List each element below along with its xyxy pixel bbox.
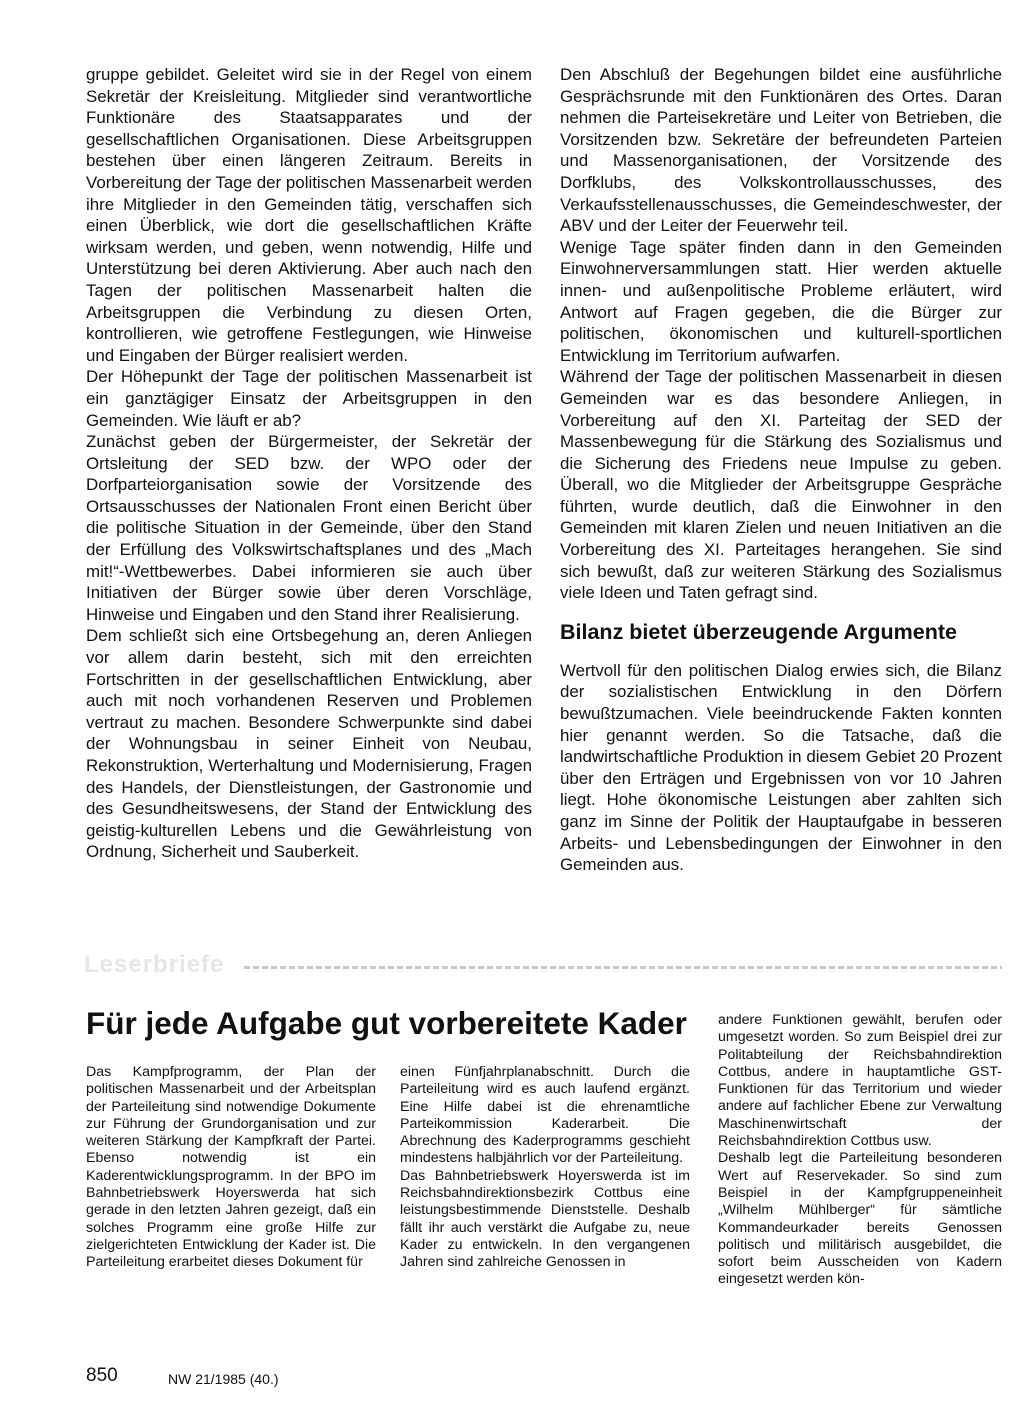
- paragraph: andere Funktionen gewählt, berufen oder umgesetzt worden. So zum Beispiel drei zur Politabteilung der Reichsbahndirektion Cottbus, andere in hauptamtliche GST-Funktionen für das Territorium und wieder andere auf fachlicher Ebene zur Verwaltung Maschinenwirtschaft der Reichsbahndirektion Cottbus usw.: [718, 1012, 1002, 1150]
- paragraph: Wertvoll für den politischen Dialog erwies sich, die Bilanz der sozialistischen Entwicklung in den Dörfern bewußtzumachen. Viele beeindruckende Fakten konnten hier genannt werden. So die Tatsache, daß die landwirtschaftliche Produktion in diesem Gebiet 20 Prozent über den Erträgen und Ergebnissen von vor 10 Jahren liegt. Hohe ökonomische Leistungen aber zahlten sich ganz im Sinne der Politik der Hauptaufgabe in besseren Arbeits- und Lebensbedingungen der Einwohner in den Gemeinden aus.: [560, 660, 1002, 875]
- rubric-label: Leserbriefe: [84, 951, 225, 978]
- paragraph: Das Bahnbetriebswerk Hoyerswerda ist im Reichsbahndirektionsbezirk Cottbus eine leistungsbestimmende Dienststelle. Deshalb fällt ihr auch verstärkt die Aufgabe zu, neue Kader zu entwickeln. In den vergangenen Jahren sind zahlreiche Genossen in: [400, 1167, 690, 1271]
- paragraph: Während der Tage der politischen Massenarbeit in diesen Gemeinden war es das besondere Anliegen, in Vorbereitung auf den XI. Parteitag der SED der Massenbewegung für die Stärkung des Sozialismus und die Sicherung des Friedens neue Impulse zu geben. Überall, wo die Mitglieder der Arbeitsgruppe Gespräche führten, wurde deutlich, daß die Einwohner in den Gemeinden mit klaren Zielen und neuen Initiativen an die Vorbereitung des XI. Parteitages herangehen. Sie sind sich bewußt, daß zur weiteren Stärkung des Sozialismus viele Ideen und Taten gefragt sind.: [560, 367, 1002, 603]
- paragraph: gruppe gebildet. Geleitet wird sie in der Regel von einem Sekretär der Kreisleitung. Mitglieder sind verantwortliche Funktionäre des Staatsapparates und der gesellschaftlichen Organisationen. Diese Arbeitsgruppen bestehen über einen längeren Zeitraum. Bereits in Vorbereitung der Tage der politischen Massenarbeit werden ihre Mitglieder in den Gemeinden tätig, verschaffen sich einen Überblick, wie dort die gesellschaftlichen Kräfte wirksam werden, und geben, wenn notwendig, Hilfe und Unterstützung bei deren Aktivierung. Aber auch nach den Tagen der politischen Massenarbeit halten die Arbeitsgruppen die Verbindung zu diesen Orten, kontrollieren, wie getroffene Festlegungen, wie Hinweise und Eingaben der Bürger realisiert werden.: [86, 65, 532, 365]
- paragraph: Dem schließt sich eine Ortsbegehung an, deren Anliegen vor allem darin besteht, sich mit den erreichten Fortschritten in der gesellschaftlichen Entwicklung, aber auch mit noch vorhandenen Reserven und Problemen vertraut zu machen. Besondere Schwerpunkte sind dabei der Wohnungsbau in seiner Einheit von Neubau, Rekonstruktion, Werterhaltung und Modernisierung, Fragen des Handels, der Dienstleistungen, der Gastronomie und des Gesundheitswesens, der Stand der Entwicklung des geistig-kulturellen Lebens und die Gewährleistung von Ordnung, Sicherheit und Sauberkeit.: [86, 626, 532, 862]
- paragraph: Der Höhepunkt der Tage der politischen Massenarbeit ist ein ganztägiger Einsatz der Arbeitsgruppen in den Gemeinden. Wie läuft er ab?: [86, 367, 532, 430]
- letter-column-1: [86, 1064, 376, 1272]
- letter-column-3: [718, 1012, 1002, 1289]
- paragraph: Deshalb legt die Parteileitung besonderen Wert auf Reservekader. So sind zum Beispiel in der Kampfgruppeneinheit „Wilhelm Mühlberger“ für sämtliche Kommandeurkader bereits Genossen politisch und militärisch ausgebildet, die sofort beim Ausscheiden von Kadern eingesetzt werden kön-: [718, 1150, 1002, 1288]
- article-column-left: [86, 64, 532, 863]
- paragraph: Wenige Tage später finden dann in den Gemeinden Einwohnerversammlungen statt. Hier werden aktuelle innen- und außenpolitische Probleme erläutert, wird Antwort auf Fragen gegeben, die die Bürger zur politischen, ökonomischen und kulturell-sportlichen Entwicklung im Territorium aufwarfen.: [560, 237, 1002, 365]
- paragraph: Zunächst geben der Bürgermeister, der Sekretär der Ortsleitung der SED bzw. der WPO oder der Dorfparteiorganisation sowie der Vorsitzende des Ortsausschusses der Nationalen Front einen Bericht über die politische Situation in der Gemeinde, über den Stand der Erfüllung des Volkswirtschaftsplanes und des „Mach mit!“-Wettbewerbes. Dabei informieren sie auch über Initiativen der Bürger sowie über deren Vorschläge, Hinweise und Eingaben und den Stand ihrer Realisierung.: [86, 432, 532, 624]
- paragraph: Das Kampfprogramm, der Plan der politischen Massenarbeit und der Arbeitsplan der Parteileitung sind notwendige Dokumente zur Führung der Grundorganisation und zur weiteren Stärkung der Kampfkraft der Partei. Ebenso notwendig ist ein Kaderentwicklungsprogramm. In der BPO im Bahnbetriebswerk Hoyerswerda hat sich gerade in den letzten Jahren gezeigt, daß ein solches Programm eine große Hilfe zur zielgerichteten Entwicklung der Kader ist. Die Parteileitung erarbeitet dieses Dokument für: [86, 1064, 376, 1271]
- paragraph: Den Abschluß der Begehungen bildet eine ausführliche Gesprächsrunde mit den Funktionären des Ortes. Daran nehmen die Parteisekretäre und Leiter von Betrieben, die Vorsitzenden bzw. Sekretäre der befreundeten Parteien und Massenorganisationen, der Vorsitzende des Dorfklubs, des Volkskontrollausschusses, des Verkaufsstellenausschusses, die Gemeindeschwester, der ABV und der Leiter der Feuerwehr teil.: [560, 65, 1002, 236]
- page-number: 850: [86, 1365, 118, 1386]
- issue-label: NW 21/1985 (40.): [168, 1371, 279, 1387]
- rubric-divider: [244, 966, 1002, 969]
- article-column-right: [560, 64, 1002, 876]
- section-rubric: [84, 950, 1002, 980]
- article-subheading: Bilanz bietet überzeugende Argumente: [560, 619, 958, 644]
- letter-column-2: [400, 1064, 690, 1272]
- letter-headline: Für jede Aufgabe gut vorbereitete Kader: [86, 1005, 687, 1041]
- paragraph: einen Fünfjahrplanabschnitt. Durch die Parteileitung wird es auch laufend ergänzt. Eine Hilfe dabei ist die ehrenamtliche Parteikommission Kaderarbeit. Die Abrechnung des Kaderprogramms geschieht mindestens halbjährlich vor der Parteileitung.: [400, 1064, 690, 1167]
